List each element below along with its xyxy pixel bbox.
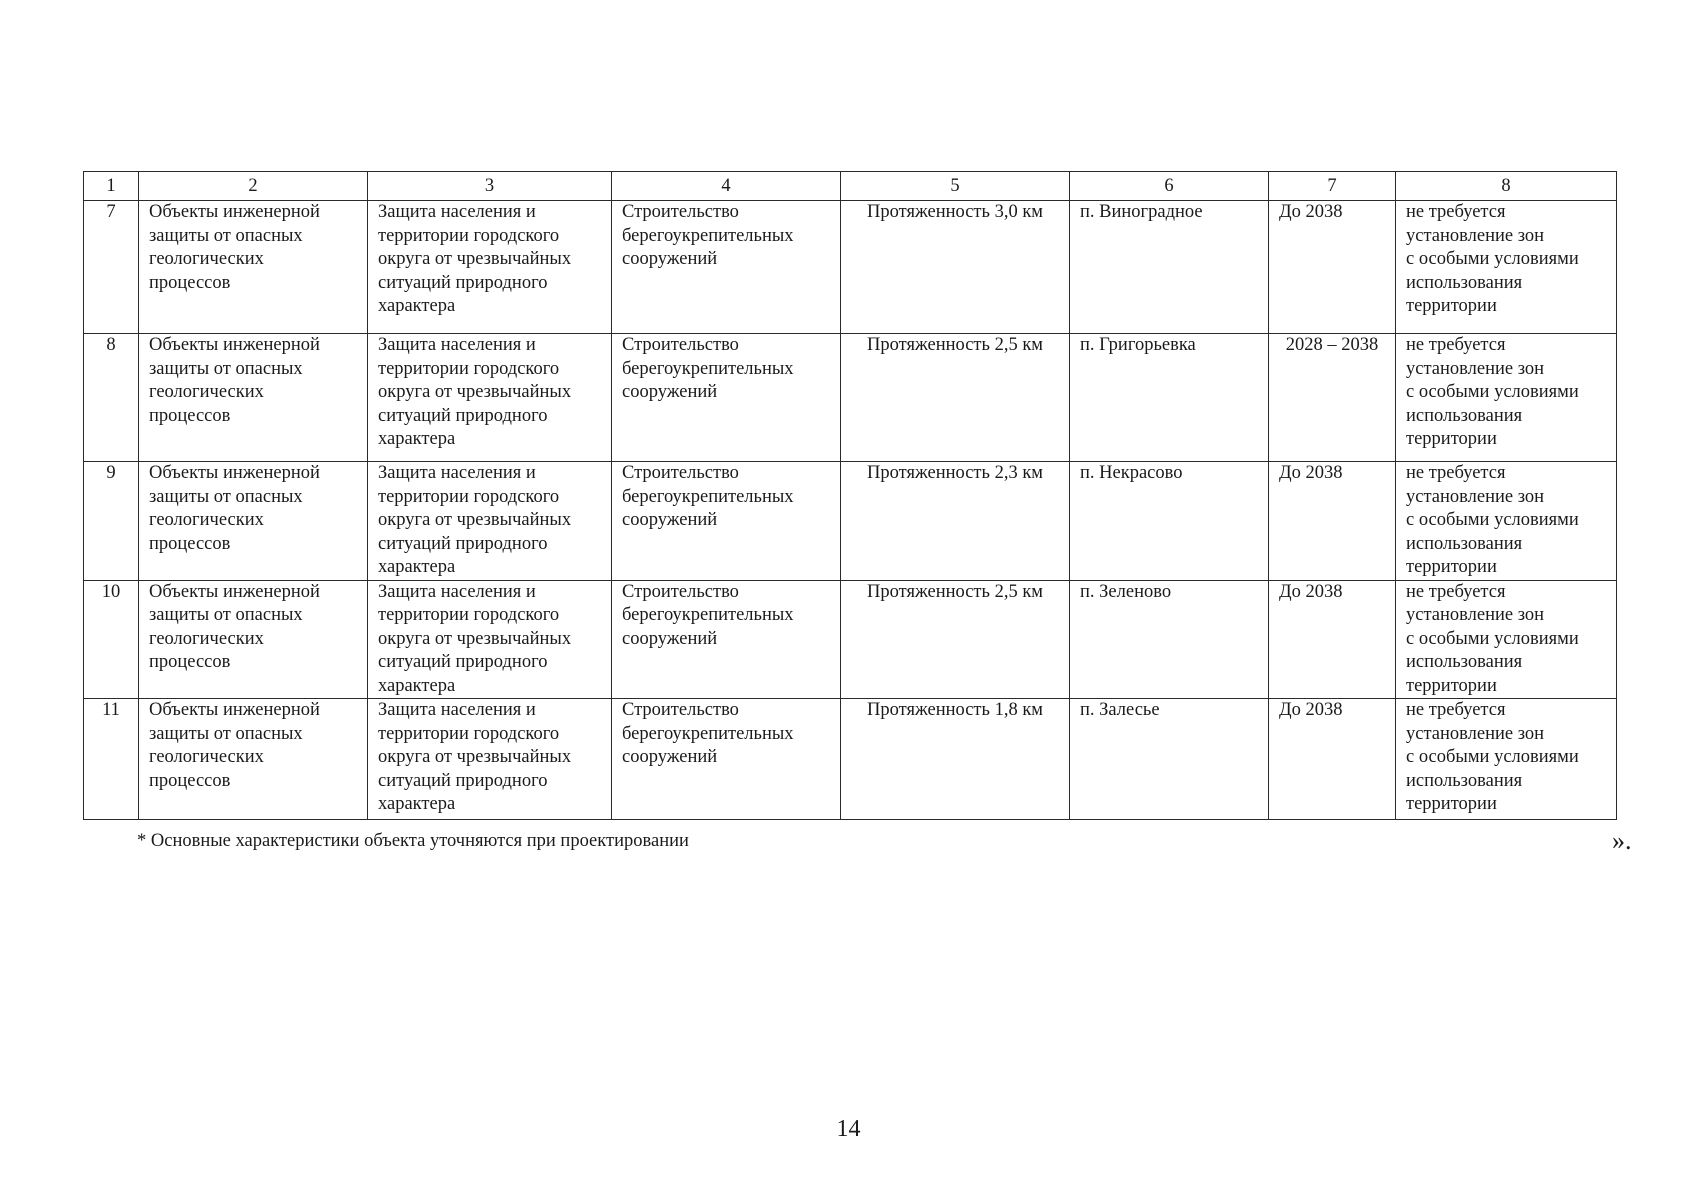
term-cell: До 2038 <box>1269 462 1396 581</box>
zones-cell: не требуется установление зон с особыми условиями использования территории <box>1396 201 1617 334</box>
purpose-cell: Защита населения и территории городского округа от чрезвычайных ситуаций природного характера <box>368 201 612 334</box>
characteristics-cell: Протяженность 3,0 км <box>841 201 1070 334</box>
purpose-cell: Защита населения и территории городского округа от чрезвычайных ситуаций природного характера <box>368 699 612 820</box>
objects-table <box>83 171 1617 820</box>
header-cell: 1 <box>84 172 139 201</box>
zones-cell: не требуется установление зон с особыми условиями использования территории <box>1396 580 1617 699</box>
header-cell: 8 <box>1396 172 1617 201</box>
closing-quote-mark: ». <box>1612 826 1632 855</box>
location-cell: п. Виноградное <box>1070 201 1269 334</box>
header-cell: 3 <box>368 172 612 201</box>
object-type-cell: Строительство берегоукрепительных сооружений <box>612 201 841 334</box>
table-row <box>84 201 1617 334</box>
object-name-cell: Объекты инженерной защиты от опасных геологических процессов <box>139 699 368 820</box>
characteristics-cell: Протяженность 2,5 км <box>841 334 1070 462</box>
characteristics-cell: Протяженность 1,8 км <box>841 699 1070 820</box>
header-cell: 6 <box>1070 172 1269 201</box>
row-number: 9 <box>84 462 139 581</box>
location-cell: п. Залесье <box>1070 699 1269 820</box>
term-cell: 2028 – 2038 <box>1269 334 1396 462</box>
table-row <box>84 699 1617 820</box>
object-name-cell: Объекты инженерной защиты от опасных геологических процессов <box>139 462 368 581</box>
row-number: 8 <box>84 334 139 462</box>
location-cell: п. Григорьевка <box>1070 334 1269 462</box>
term-cell: До 2038 <box>1269 699 1396 820</box>
page-number: 14 <box>836 1116 861 1142</box>
table-row <box>84 580 1617 699</box>
table-row <box>84 334 1617 462</box>
row-number: 11 <box>84 699 139 820</box>
purpose-cell: Защита населения и территории городского округа от чрезвычайных ситуаций природного характера <box>368 462 612 581</box>
purpose-cell: Защита населения и территории городского округа от чрезвычайных ситуаций природного характера <box>368 334 612 462</box>
object-name-cell: Объекты инженерной защиты от опасных геологических процессов <box>139 580 368 699</box>
purpose-cell: Защита населения и территории городского округа от чрезвычайных ситуаций природного характера <box>368 580 612 699</box>
object-name-cell: Объекты инженерной защиты от опасных геологических процессов <box>139 201 368 334</box>
zones-cell: не требуется установление зон с особыми условиями использования территории <box>1396 699 1617 820</box>
object-type-cell: Строительство берегоукрепительных сооружений <box>612 334 841 462</box>
zones-cell: не требуется установление зон с особыми условиями использования территории <box>1396 334 1617 462</box>
characteristics-cell: Протяженность 2,3 км <box>841 462 1070 581</box>
header-cell: 4 <box>612 172 841 201</box>
object-name-cell: Объекты инженерной защиты от опасных геологических процессов <box>139 334 368 462</box>
header-cell: 7 <box>1269 172 1396 201</box>
object-type-cell: Строительство берегоукрепительных сооружений <box>612 699 841 820</box>
location-cell: п. Некрасово <box>1070 462 1269 581</box>
table-footnote: * Основные характеристики объекта уточняются при проектировании <box>137 831 689 851</box>
table-header-row <box>84 172 1617 201</box>
location-cell: п. Зеленово <box>1070 580 1269 699</box>
row-number: 7 <box>84 201 139 334</box>
term-cell: До 2038 <box>1269 201 1396 334</box>
term-cell: До 2038 <box>1269 580 1396 699</box>
header-cell: 5 <box>841 172 1070 201</box>
object-type-cell: Строительство берегоукрепительных сооружений <box>612 462 841 581</box>
object-type-cell: Строительство берегоукрепительных сооружений <box>612 580 841 699</box>
zones-cell: не требуется установление зон с особыми условиями использования территории <box>1396 462 1617 581</box>
header-cell: 2 <box>139 172 368 201</box>
table-row <box>84 462 1617 581</box>
characteristics-cell: Протяженность 2,5 км <box>841 580 1070 699</box>
row-number: 10 <box>84 580 139 699</box>
